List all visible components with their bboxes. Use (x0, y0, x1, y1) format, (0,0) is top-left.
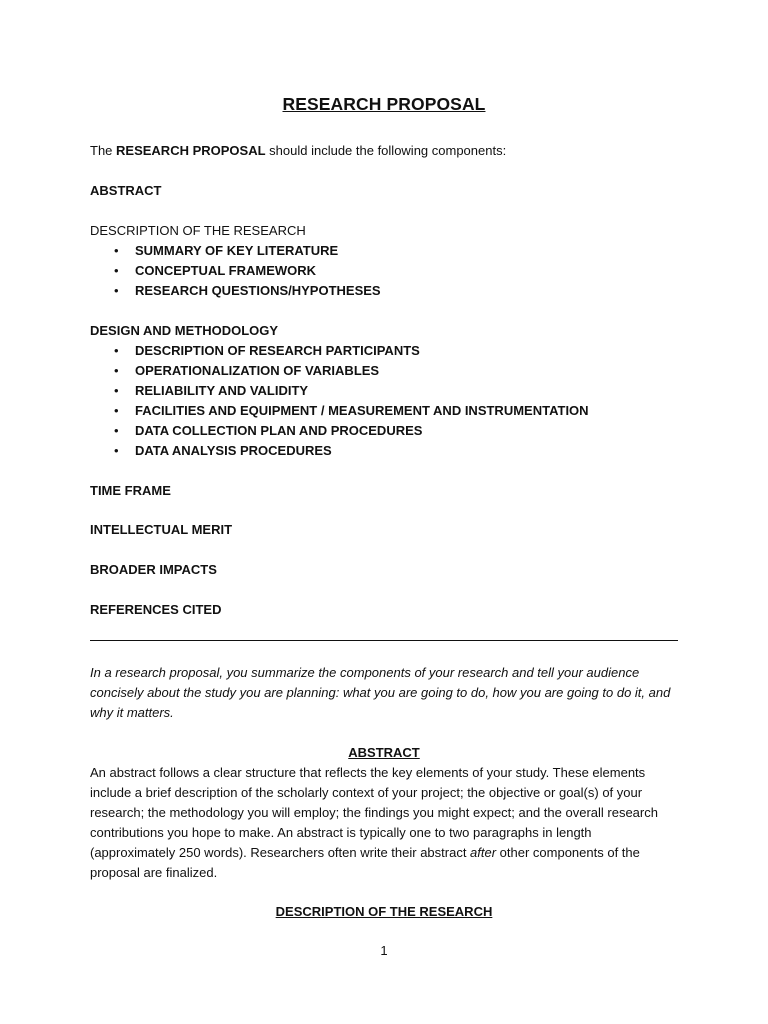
bullet-icon: • (114, 443, 119, 458)
heading-design: DESIGN AND METHODOLOGY (90, 323, 279, 338)
heading-time-frame: TIME FRAME (90, 483, 171, 498)
list-item: SUMMARY OF KEY LITERATURE (135, 243, 339, 258)
bullet-icon: • (114, 403, 119, 418)
heading-abstract: ABSTRACT (90, 183, 162, 198)
abstract-text-before: An abstract follows a clear structure that reflects the key elements of your study. These elements include a brief description of the scholarly context of your project; the objective or goal(s) of your research; the methodology you will employ; the findings you might expect; and the overall research contributions you hope to make. An abstract is typically one to two paragraphs in length (approximately 250 words). Researchers often write their abstract (90, 765, 658, 860)
bullet-icon: • (114, 383, 119, 398)
bullet-icon: • (114, 363, 119, 378)
abstract-section-heading: ABSTRACT (348, 745, 420, 760)
bullet-icon: • (114, 343, 119, 358)
bullet-icon: • (114, 423, 119, 438)
list-item: OPERATIONALIZATION OF VARIABLES (135, 363, 380, 378)
intro-prefix: The (90, 143, 117, 158)
intro-sentence (90, 141, 506, 161)
bullet-icon: • (114, 243, 119, 258)
list-item: FACILITIES AND EQUIPMENT / MEASUREMENT AND INSTRUMENTATION (135, 403, 589, 418)
intro-suffix: should include the following components: (265, 143, 507, 158)
page-number: 1 (380, 943, 388, 958)
summary-paragraph: In a research proposal, you summarize the components of your research and tell your audience concisely about the study you are planning: what you are going to do, how you are going to do it, and why it matters. (90, 665, 671, 720)
list-item: RELIABILITY AND VALIDITY (135, 383, 309, 398)
list-item: CONCEPTUAL FRAMEWORK (135, 263, 317, 278)
list-item: DATA COLLECTION PLAN AND PROCEDURES (135, 423, 423, 438)
list-item: DATA ANALYSIS PROCEDURES (135, 443, 332, 458)
bullet-icon: • (114, 263, 119, 278)
list-item: RESEARCH QUESTIONS/HYPOTHESES (135, 283, 381, 298)
heading-references: REFERENCES CITED (90, 602, 222, 617)
abstract-text-after: other components of the proposal are finalized. (90, 845, 640, 880)
intro-bold: RESEARCH PROPOSAL (116, 143, 266, 158)
heading-broader-impacts: BROADER IMPACTS (90, 562, 217, 577)
document-title: RESEARCH PROPOSAL (282, 94, 486, 114)
bullet-icon: • (114, 283, 119, 298)
abstract-text-italic: after (470, 845, 497, 860)
description-section-heading: DESCRIPTION OF THE RESEARCH (275, 904, 493, 919)
heading-description: DESCRIPTION OF THE RESEARCH (90, 223, 306, 238)
list-item: DESCRIPTION OF RESEARCH PARTICIPANTS (135, 343, 420, 358)
horizontal-divider (90, 640, 678, 641)
heading-intellectual-merit: INTELLECTUAL MERIT (90, 522, 233, 537)
abstract-paragraph (90, 763, 680, 883)
